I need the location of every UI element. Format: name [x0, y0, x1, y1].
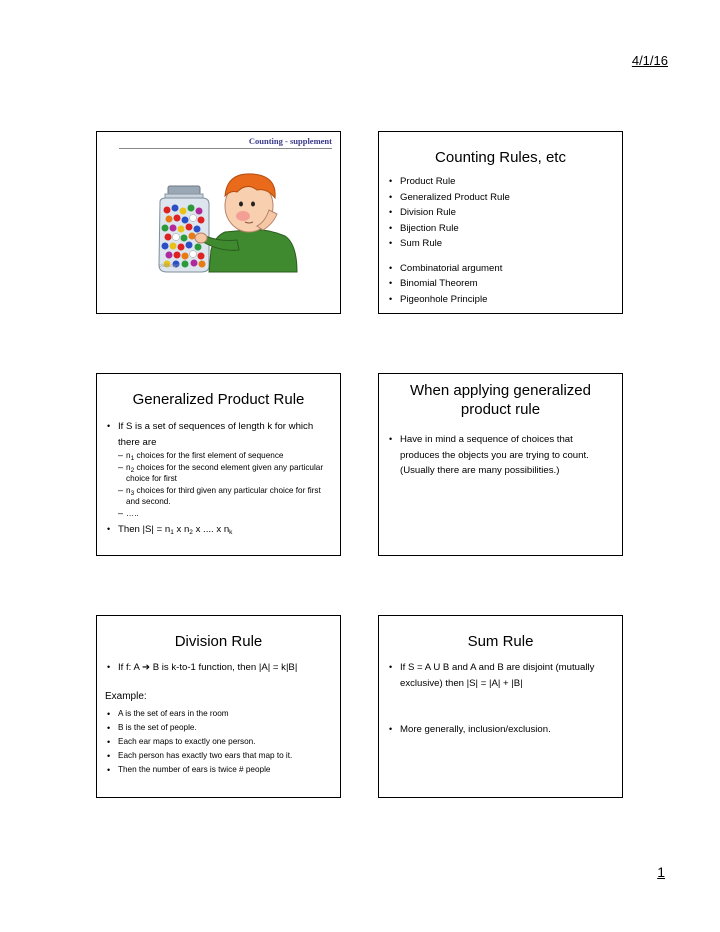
page-number: 1	[657, 864, 665, 880]
rule-text: B is k-to-1 function, then |A| = k|B|	[150, 662, 298, 673]
sum-rule-general-list	[387, 722, 614, 738]
slide-title: Counting Rules, etc	[435, 149, 566, 166]
subscript: 3	[130, 489, 135, 497]
subscript: k	[229, 529, 233, 536]
slide-title: Division Rule	[174, 633, 263, 650]
sub-list	[118, 450, 332, 519]
formula-text: Then |S| = n	[118, 524, 171, 535]
n-letter: n	[126, 485, 131, 495]
list-item: • Combinatorial argument	[387, 261, 614, 277]
list-item: • Pigeonhole Principle	[387, 292, 614, 308]
list-item: • Each person has exactly two ears that map to it.	[105, 749, 332, 763]
list-item: • A is the set of ears in the room	[105, 707, 332, 721]
slide-title: When applying generalized product rule	[410, 382, 591, 418]
example-list	[105, 707, 332, 777]
list-item: • Generalized Product Rule	[387, 190, 614, 206]
list-item: • Bijection Rule	[387, 221, 614, 237]
list-item: • Product Rule	[387, 174, 614, 190]
subscript: 2	[189, 529, 193, 536]
intro-text: If S is a set of sequences of length k for which there are	[118, 421, 314, 448]
list-item: • Division Rule	[387, 205, 614, 221]
list-item: • Binomial Theorem	[387, 276, 614, 292]
generalized-product-list	[105, 419, 332, 538]
page-date: 4/1/16	[631, 53, 668, 68]
rules-list	[387, 174, 614, 307]
slide-1	[96, 131, 341, 314]
right-arrow-icon: ➔	[142, 662, 151, 673]
slide-4	[378, 373, 623, 556]
list-item: • Then the number of ears is twice # people	[105, 763, 332, 777]
division-rule-list	[105, 660, 332, 676]
list-item: • If S = A U B and A and B are disjoint (mutually exclusive) then |S| = |A| + |B|	[387, 660, 614, 691]
formula-text: x n	[173, 524, 190, 535]
boy-candy-jar-illustration	[97, 132, 342, 315]
example-label: Example:	[105, 691, 147, 702]
sub-item: – …..	[118, 508, 332, 520]
slide-3	[96, 373, 341, 556]
list-item: • More generally, inclusion/exclusion.	[387, 722, 614, 738]
list-item	[105, 419, 332, 519]
sub-item	[118, 462, 332, 485]
slide-5	[96, 615, 341, 798]
image-credit: phillit.com	[159, 263, 180, 268]
sub-item	[118, 485, 332, 508]
list-item: • Each ear maps to exactly one person.	[105, 735, 332, 749]
subscript: 1	[170, 529, 174, 536]
tip-list	[387, 432, 614, 479]
sub-text: choices for third given any particular choice for first and second.	[126, 485, 321, 506]
slide-2	[378, 131, 623, 314]
sub-text: choices for the first element of sequence	[134, 451, 284, 460]
list-item: • Have in mind a sequence of choices that produces the objects you are trying to count. (Usually there are many possibilities.)	[387, 432, 614, 479]
list-item	[105, 522, 332, 538]
list-item: • B is the set of people.	[105, 721, 332, 735]
rule-text: If f: A	[118, 662, 142, 673]
subscript: 2	[130, 466, 135, 474]
sum-rule-list	[387, 660, 614, 691]
n-letter: n	[126, 451, 131, 460]
slide-title: Generalized Product Rule	[132, 391, 305, 408]
slide-header: Counting - supplement	[119, 136, 332, 149]
slide-6	[378, 615, 623, 798]
sub-text: choices for the second element given any particular choice for first	[126, 462, 324, 483]
list-item: • Sum Rule	[387, 236, 614, 252]
subscript: 1	[130, 455, 135, 462]
formula-text: x .... x n	[192, 524, 230, 535]
list-item	[105, 660, 332, 676]
sub-item	[118, 450, 332, 462]
n-letter: n	[126, 462, 131, 472]
slide-title: Sum Rule	[467, 633, 534, 650]
